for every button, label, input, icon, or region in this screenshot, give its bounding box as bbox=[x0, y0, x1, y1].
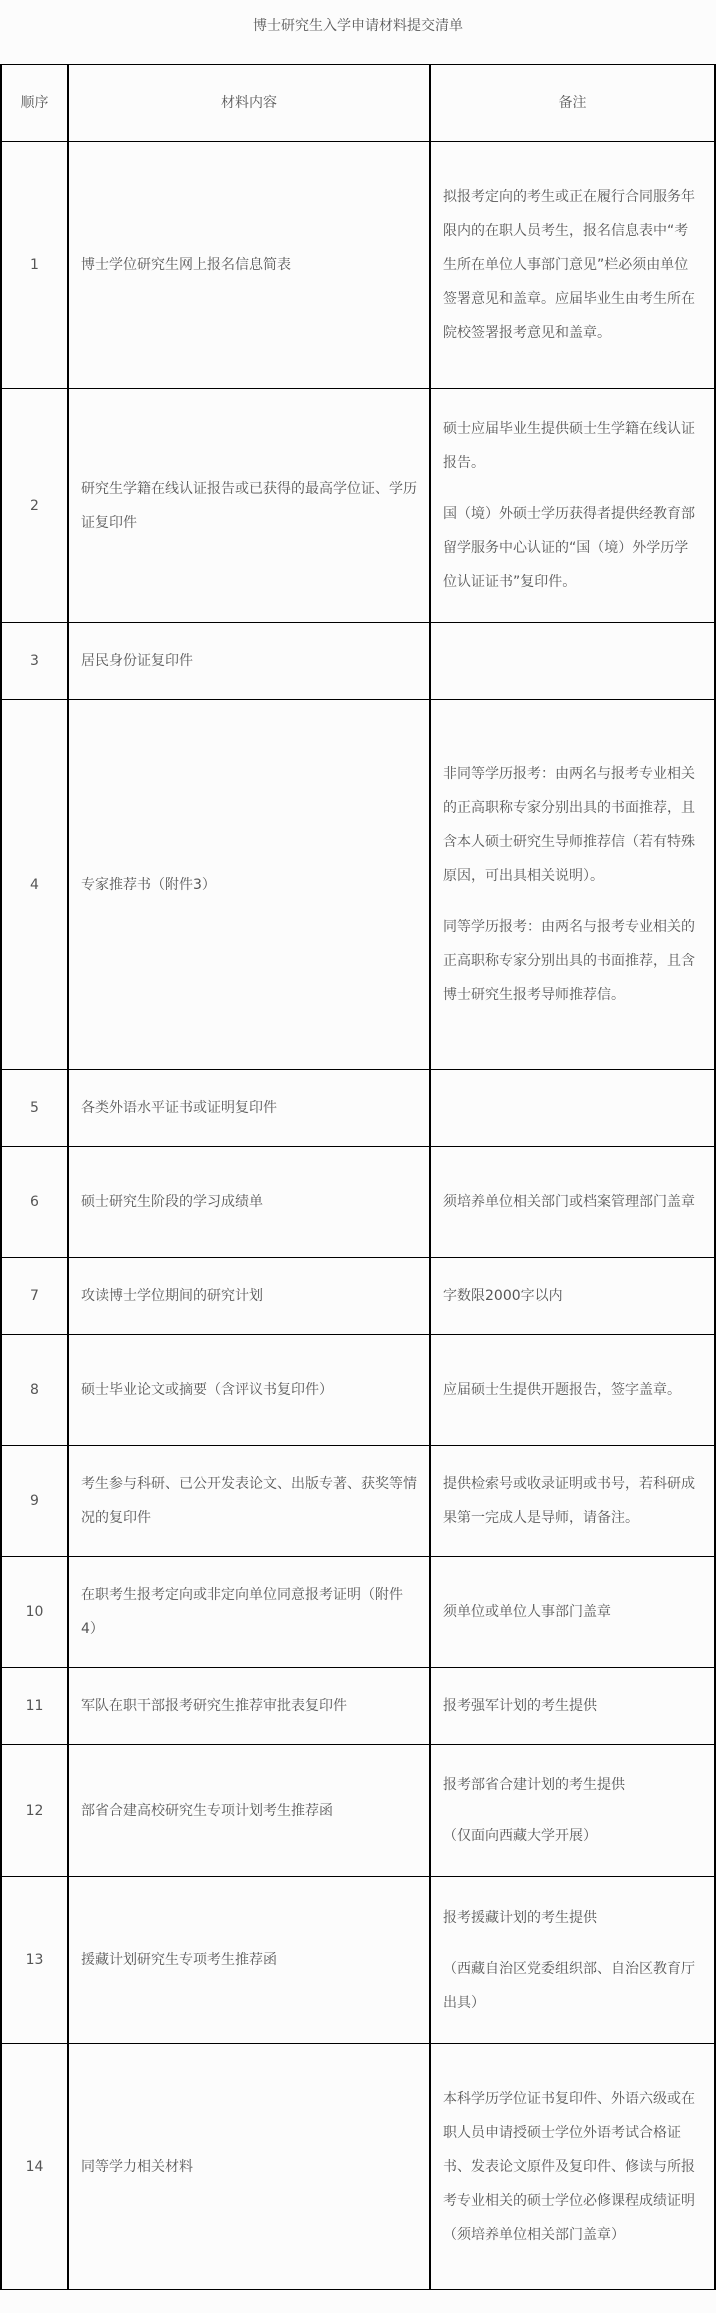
row-seq: 2 bbox=[1, 389, 68, 623]
row-seq: 5 bbox=[1, 1070, 68, 1147]
table-row bbox=[1, 1557, 715, 1668]
note-paragraph: 拟报考定向的考生或正在履行合同服务年限内的在职人员考生，报名信息表中“考生所在单位人事部门意见”栏必须由单位签署意见和盖章。应届毕业生由考生所在院校签署报考意见和盖章。 bbox=[443, 189, 695, 341]
header-seq: 顺序 bbox=[1, 65, 68, 142]
row-note bbox=[430, 700, 715, 1070]
row-material: 研究生学籍在线认证报告或已获得的最高学位证、学历证复印件 bbox=[68, 389, 430, 623]
table-row bbox=[1, 1335, 715, 1446]
row-seq: 6 bbox=[1, 1147, 68, 1258]
row-material: 居民身份证复印件 bbox=[68, 623, 430, 700]
note-paragraph: 本科学历学位证书复印件、外语六级或在职人员申请授硕士学位外语考试合格证书、发表论文原件及复印件、修读与所报考专业相关的硕士学位必修课程成绩证明（须培养单位相关部门盖章） bbox=[443, 2090, 695, 2243]
row-seq: 11 bbox=[1, 1668, 68, 1745]
row-seq: 3 bbox=[1, 623, 68, 700]
note-paragraph: 报考强军计划的考生提供 bbox=[443, 1698, 597, 1714]
row-material: 部省合建高校研究生专项计划考生推荐函 bbox=[68, 1745, 430, 1877]
row-material: 硕士研究生阶段的学习成绩单 bbox=[68, 1147, 430, 1258]
row-note bbox=[430, 1557, 715, 1668]
note-paragraph: 应届硕士生提供开题报告，签字盖章。 bbox=[443, 1382, 681, 1398]
note-paragraph: 提供检索号或收录证明或书号，若科研成果第一完成人是导师，请备注。 bbox=[443, 1476, 695, 1526]
row-note bbox=[430, 1745, 715, 1877]
row-seq: 9 bbox=[1, 1446, 68, 1557]
table-row bbox=[1, 1877, 715, 2044]
note-paragraph: 非同等学历报考：由两名与报考专业相关的正高职称专家分别出具的书面推荐，且含本人硕士研究生导师推荐信（若有特殊原因，可出具相关说明）。 bbox=[443, 766, 695, 884]
row-seq: 14 bbox=[1, 2044, 68, 2290]
table-row bbox=[1, 2044, 715, 2290]
row-seq: 10 bbox=[1, 1557, 68, 1668]
row-material: 援藏计划研究生专项考生推荐函 bbox=[68, 1877, 430, 2044]
row-material: 同等学力相关材料 bbox=[68, 2044, 430, 2290]
row-material: 硕士毕业论文或摘要（含评议书复印件） bbox=[68, 1335, 430, 1446]
row-note bbox=[430, 142, 715, 389]
note-paragraph: 报考部省合建计划的考生提供 bbox=[443, 1777, 625, 1793]
table-row bbox=[1, 1745, 715, 1877]
note-paragraph: 同等学历报考：由两名与报考专业相关的正高职称专家分别出具的书面推荐，且含博士研究生报考导师推荐信。 bbox=[443, 919, 695, 1003]
table-row bbox=[1, 623, 715, 700]
table-row bbox=[1, 142, 715, 389]
row-note bbox=[430, 2044, 715, 2290]
row-material: 各类外语水平证书或证明复印件 bbox=[68, 1070, 430, 1147]
note-paragraph: 须培养单位相关部门或档案管理部门盖章 bbox=[443, 1194, 695, 1210]
table-row bbox=[1, 389, 715, 623]
table-row bbox=[1, 1258, 715, 1335]
table-header-row bbox=[1, 65, 715, 142]
row-material: 专家推荐书（附件3） bbox=[68, 700, 430, 1070]
row-note bbox=[430, 1335, 715, 1446]
note-paragraph: 报考援藏计划的考生提供 bbox=[443, 1909, 597, 1926]
note-paragraph: 须单位或单位人事部门盖章 bbox=[443, 1604, 611, 1620]
row-seq: 7 bbox=[1, 1258, 68, 1335]
row-material: 军队在职干部报考研究生推荐审批表复印件 bbox=[68, 1668, 430, 1745]
table-row bbox=[1, 1668, 715, 1745]
header-material: 材料内容 bbox=[68, 65, 430, 142]
row-note bbox=[430, 1258, 715, 1335]
row-material: 攻读博士学位期间的研究计划 bbox=[68, 1258, 430, 1335]
header-note: 备注 bbox=[430, 65, 715, 142]
row-seq: 13 bbox=[1, 1877, 68, 2044]
row-seq: 12 bbox=[1, 1745, 68, 1877]
page-title: 博士研究生入学申请材料提交清单 bbox=[253, 18, 463, 34]
note-paragraph: 硕士应届毕业生提供硕士生学籍在线认证报告。 bbox=[443, 421, 695, 471]
row-note bbox=[430, 1877, 715, 2044]
row-note bbox=[430, 1147, 715, 1258]
row-material: 考生参与科研、已公开发表论文、出版专著、获奖等情况的复印件 bbox=[68, 1446, 430, 1557]
row-note bbox=[430, 1668, 715, 1745]
table-row bbox=[1, 1446, 715, 1557]
note-paragraph: 国（境）外硕士学历获得者提供经教育部留学服务中心认证的“国（境）外学历学位认证证书”复印件。 bbox=[443, 506, 695, 590]
row-note bbox=[430, 1070, 715, 1147]
row-note bbox=[430, 623, 715, 700]
row-material: 博士学位研究生网上报名信息简表 bbox=[68, 142, 430, 389]
table-row bbox=[1, 1070, 715, 1147]
note-paragraph: （西藏自治区党委组织部、自治区教育厅出具） bbox=[443, 1960, 695, 2011]
row-note bbox=[430, 1446, 715, 1557]
row-seq: 8 bbox=[1, 1335, 68, 1446]
row-seq: 1 bbox=[1, 142, 68, 389]
table-row bbox=[1, 1147, 715, 1258]
note-paragraph: 字数限2000字以内 bbox=[443, 1288, 563, 1304]
materials-table bbox=[0, 64, 716, 2290]
note-paragraph: （仅面向西藏大学开展） bbox=[443, 1828, 597, 1844]
row-note bbox=[430, 389, 715, 623]
row-seq: 4 bbox=[1, 700, 68, 1070]
row-material: 在职考生报考定向或非定向单位同意报考证明（附件4） bbox=[68, 1557, 430, 1668]
table-row bbox=[1, 700, 715, 1070]
